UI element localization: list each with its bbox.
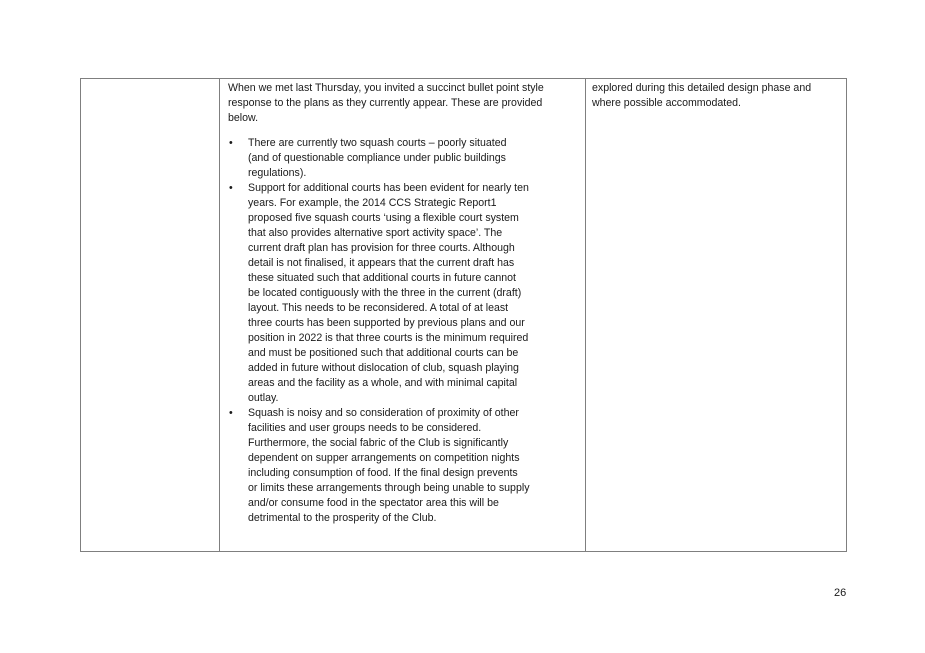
right-cell-text: explored during this detailed design phase and where possible accommodated. (592, 82, 812, 109)
table-cell-middle (220, 79, 586, 551)
list-item (228, 136, 530, 181)
bullet-text: Squash is noisy and so consideration of proximity of other facilities and user groups needs to be considered. Furthermore, the social fabric of the Club is significantly dependent on supper arrangements on competition nights including consumption of food. If the final design prevents or limits these arrangements through being unable to supply and/or consume food in the spectator area this will be detrimental to the prosperity of the Club. (248, 407, 530, 524)
bullet-icon: • (229, 407, 233, 419)
table-cell-left (81, 79, 220, 551)
list-item (228, 181, 530, 406)
intro-paragraph: When we met last Thursday, you invited a succinct bullet point style response to the plans as they currently appear. These are provided below. (228, 82, 544, 124)
bullet-text: Support for additional courts has been evident for nearly ten years. For example, the 2014 CCS Strategic Report1 proposed five squash courts ‘using a flexible court system that also provides alternative sport activity space’. The current draft plan has provision for three courts. Although detail is not finalised, it appears that the current draft has these situated such that additional courts in future cannot be located contiguously with the three in the current (draft) layout. This needs to be reconsidered. A total of at least three courts has been supported by previous plans and our position in 2022 is that three courts is the minimum required and must be positioned such that additional courts can be added in future without dislocation of club, squash playing areas and the facility as a whole, and with minimal capital outlay. (248, 182, 529, 404)
bullet-text: There are currently two squash courts – poorly situated (and of questionable compliance under public buildings regulations). (248, 137, 507, 179)
bullet-list (228, 136, 577, 526)
page-number: 26 (834, 587, 847, 599)
document-table (80, 78, 847, 552)
bullet-icon: • (229, 137, 233, 149)
bullet-icon: • (229, 182, 233, 194)
list-item (228, 406, 530, 526)
table-cell-right (586, 79, 846, 551)
